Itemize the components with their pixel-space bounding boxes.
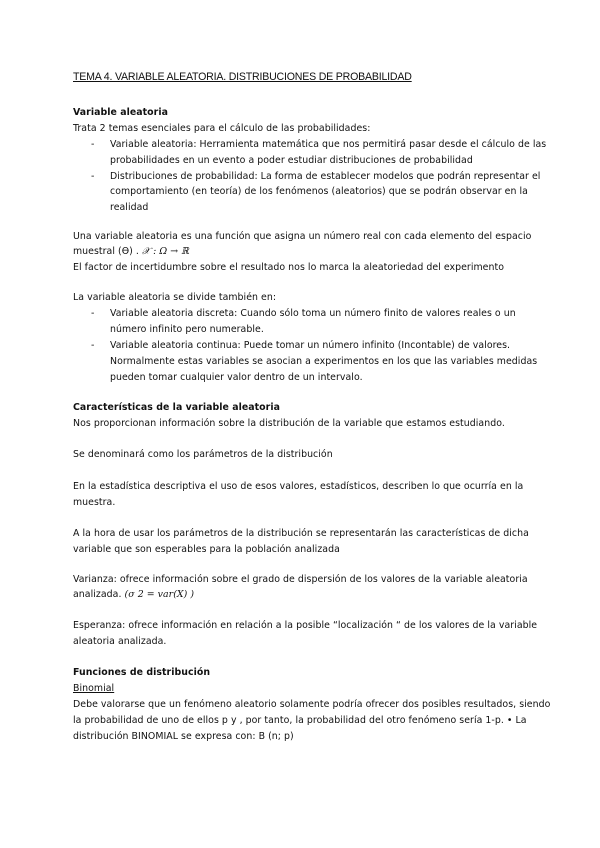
math-expression: (σ 2 = var(X) )	[124, 589, 195, 600]
paragraph: Nos proporcionan información sobre la distribución de la variable que estamos estudiando.	[73, 418, 505, 429]
paragraph: distribución BINOMIAL se expresa con: B (n; p)	[73, 731, 294, 742]
paragraph: En la estadística descriptiva el uso de esos valores, estadísticos, describen lo que ocurría en la	[73, 481, 524, 492]
bullet-text: Normalmente estas variables se asocian a experimentos en los que las variables medidas	[110, 356, 538, 367]
section-heading-funciones: Funciones de distribución	[73, 667, 211, 678]
paragraph: Debe valorarse que un fenómeno aleatorio solamente podría ofrecer dos posibles resultados, siendo	[73, 699, 551, 710]
math-expression: 𝒳 : Ω → ℝ	[141, 246, 189, 257]
paragraph-text: muestral (Ɵ) .	[73, 246, 139, 257]
bullet-text: Variable aleatoria continua: Puede tomar un número infinito (Incontable) de valores.	[110, 340, 511, 351]
bullet-text: Variable aleatoria: Herramienta matemática que nos permitirá pasar desde el cálculo de las	[110, 139, 547, 150]
paragraph-text: analizada.	[73, 589, 122, 600]
bullet-text: realidad	[110, 202, 149, 213]
paragraph: la probabilidad de uno de ellos p y , por tanto, la probabilidad del otro fenómeno sería 1-p. • La	[73, 715, 527, 726]
paragraph: aleatoria analizada.	[73, 636, 167, 647]
paragraph: A la hora de usar los parámetros de la distribución se representarán las características de dicha	[73, 528, 529, 539]
bullet-dash: -	[91, 340, 95, 351]
paragraph: Esperanza: ofrece información en relación a la posible “localización “ de los valores de la variable	[73, 620, 538, 631]
page-title: TEMA 4. VARIABLE ALEATORIA. DISTRIBUCIONES DE PROBABILIDAD	[73, 71, 412, 83]
paragraph: Se denominará como los parámetros de la distribución	[73, 449, 333, 460]
paragraph: Varianza: ofrece información sobre el grado de dispersión de los valores de la variable aleatoria	[73, 574, 528, 585]
paragraph: muestra.	[73, 497, 116, 508]
bullet-text: Distribuciones de probabilidad: La forma de establecer modelos que podrán representar el	[110, 171, 541, 182]
bullet-text: pueden tomar cualquier valor dentro de un intervalo.	[110, 372, 363, 383]
paragraph: variable que son esperables para la población analizada	[73, 544, 340, 555]
bullet-dash: -	[91, 308, 95, 319]
paragraph: Trata 2 temas esenciales para el cálculo de las probabilidades:	[73, 123, 371, 134]
paragraph: Una variable aleatoria es una función que asigna un número real con cada elemento del espacio	[73, 231, 532, 242]
paragraph: El factor de incertidumbre sobre el resultado nos lo marca la aleatoriedad del experimento	[73, 262, 504, 273]
section-heading-variable-aleatoria: Variable aleatoria	[73, 107, 168, 118]
bullet-text: comportamiento (en teoría) de los fenómenos (aleatorios) que se podrán observar en la	[110, 186, 528, 197]
paragraph	[73, 589, 194, 601]
section-heading-caracteristicas: Características de la variable aleatoria	[73, 402, 280, 413]
subheading-binomial: Binomial	[73, 683, 115, 694]
bullet-text: número infinito pero numerable.	[110, 324, 264, 335]
bullet-text: probabilidades en un evento a poder estudiar distribuciones de probabilidad	[110, 155, 473, 166]
bullet-dash: -	[91, 139, 95, 150]
paragraph: La variable aleatoria se divide también en:	[73, 292, 277, 303]
bullet-text: Variable aleatoria discreta: Cuando sólo toma un número finito de valores reales o un	[110, 308, 516, 319]
paragraph	[73, 246, 189, 258]
bullet-dash: -	[91, 171, 95, 182]
